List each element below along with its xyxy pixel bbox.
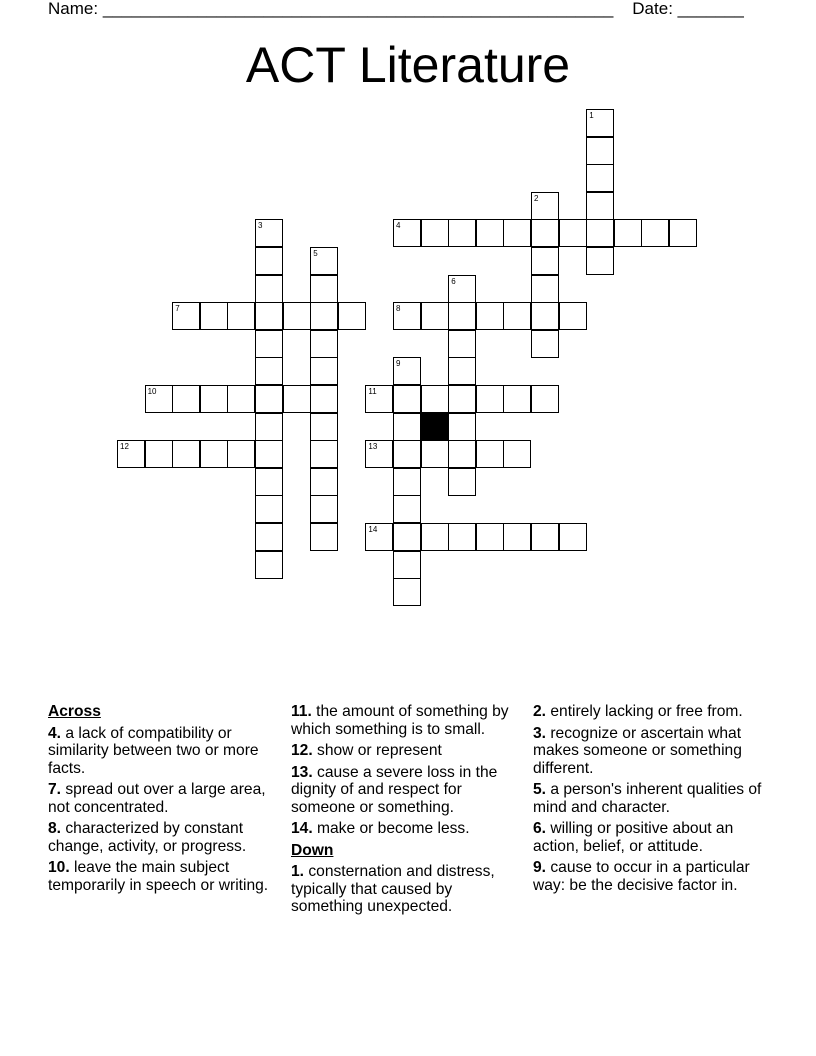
clue-item-text: entirely lacking or free from. [546, 703, 743, 720]
grid-cell[interactable] [393, 440, 421, 468]
grid-cell[interactable] [559, 219, 587, 247]
grid-cell[interactable] [365, 440, 393, 468]
clue-item-text: spread out over a large area, not concentrated. [48, 781, 266, 816]
grid-cell[interactable] [641, 219, 669, 247]
grid-cell[interactable] [448, 330, 476, 358]
grid-cell[interactable] [421, 523, 449, 551]
clue-item-number: 10. [48, 859, 70, 876]
clue-item [533, 703, 765, 721]
clue-item [48, 820, 278, 855]
grid-cell[interactable] [283, 385, 311, 413]
across-heading: Across [48, 703, 101, 720]
grid-cell[interactable] [255, 275, 283, 303]
grid-cell[interactable] [448, 413, 476, 441]
grid-cell[interactable] [476, 219, 504, 247]
grid-cell[interactable] [476, 440, 504, 468]
grid-cell[interactable] [310, 275, 338, 303]
grid-cell[interactable] [255, 468, 283, 496]
clue-item-number: 3. [533, 724, 547, 742]
clue-item [533, 781, 765, 816]
grid-cell[interactable] [145, 440, 173, 468]
grid-cell[interactable] [255, 302, 283, 330]
grid-cell[interactable] [586, 219, 614, 247]
clue-number: 12 [120, 442, 129, 452]
grid-cell[interactable] [145, 385, 173, 413]
clue-number: 7 [175, 304, 180, 314]
grid-cell[interactable] [586, 137, 614, 165]
clue-item [48, 859, 278, 894]
grid-cell[interactable] [421, 440, 449, 468]
grid-cell[interactable] [531, 247, 559, 275]
grid-cell[interactable] [669, 219, 697, 247]
grid-cell[interactable] [448, 275, 476, 303]
clue-number: 4 [396, 221, 401, 231]
clue-item-number: 11. [291, 703, 312, 720]
grid-cell[interactable] [421, 385, 449, 413]
grid-cell[interactable] [393, 357, 421, 385]
grid-cell[interactable] [310, 302, 338, 330]
grid-cell[interactable] [200, 302, 228, 330]
grid-cell[interactable] [448, 385, 476, 413]
grid-cell[interactable] [393, 578, 421, 606]
grid-cell[interactable] [172, 440, 200, 468]
clue-number: 11 [368, 387, 377, 396]
clue-item-text: the amount of something by which something is to small. [291, 703, 509, 738]
grid-cell[interactable] [310, 468, 338, 496]
grid-cell[interactable] [448, 219, 476, 247]
clue-item [533, 820, 765, 855]
grid-cell[interactable] [531, 330, 559, 358]
grid-cell[interactable] [421, 219, 449, 247]
clue-number: 2 [534, 193, 539, 203]
clue-number: 3 [258, 221, 263, 231]
clue-item [291, 742, 527, 760]
clue-item-text: leave the main subject temporarily in speech or writing. [48, 859, 269, 894]
grid-cell[interactable] [531, 219, 559, 247]
clue-item [291, 703, 527, 738]
grid-cell[interactable] [255, 440, 283, 468]
grid-cell[interactable] [310, 523, 338, 551]
grid-block-cell [421, 413, 449, 441]
grid-cell[interactable] [310, 413, 338, 441]
name-line[interactable]: ______________________________________________________ [102, 0, 614, 18]
clue-number: 13 [368, 442, 378, 452]
grid-cell[interactable] [310, 247, 338, 275]
clue-item-text: willing or positive about an action, belief, or attitude. [533, 820, 734, 855]
grid-cell[interactable] [200, 440, 228, 468]
clue-item-number: 8. [48, 820, 62, 837]
clue-number: 9 [396, 359, 401, 369]
grid-cell[interactable] [503, 302, 531, 330]
clue-column-2 [291, 703, 527, 920]
clue-item-number: 5. [533, 781, 547, 798]
grid-cell[interactable] [365, 523, 393, 551]
grid-cell[interactable] [559, 302, 587, 330]
clue-item [48, 725, 278, 778]
grid-cell[interactable] [393, 551, 421, 579]
grid-cell[interactable] [310, 330, 338, 358]
grid-cell[interactable] [255, 385, 283, 413]
grid-cell[interactable] [393, 302, 421, 330]
page-title: ACT Literature [245, 37, 571, 93]
grid-cell[interactable] [531, 275, 559, 303]
grid-cell[interactable] [255, 413, 283, 441]
clue-item-number: 12. [291, 742, 313, 759]
grid-cell[interactable] [448, 468, 476, 496]
grid-cell[interactable] [531, 192, 559, 220]
clue-number: 6 [451, 276, 456, 286]
clue-item [48, 781, 278, 816]
grid-cell[interactable] [503, 523, 531, 551]
grid-cell[interactable] [310, 357, 338, 385]
grid-cell[interactable] [310, 385, 338, 413]
grid-cell[interactable] [448, 302, 476, 330]
clue-item-text: cause to occur in a particular way: be the decisive factor in. [533, 859, 750, 894]
grid-cell[interactable] [448, 523, 476, 551]
grid-cell[interactable] [586, 109, 614, 137]
clue-column-1 [48, 703, 278, 898]
clue-number: 1 [589, 111, 594, 120]
clue-item-number: 7. [48, 781, 62, 798]
grid-cell[interactable] [172, 302, 200, 330]
grid-cell[interactable] [393, 468, 421, 496]
grid-cell[interactable] [255, 495, 283, 523]
date-label: Date: [632, 0, 673, 18]
grid-cell[interactable] [227, 385, 255, 413]
clue-item-text: a person's inherent qualities of mind and character. [533, 781, 762, 816]
grid-cell[interactable] [586, 192, 614, 220]
grid-cell[interactable] [255, 357, 283, 385]
grid-cell[interactable] [283, 302, 311, 330]
clue-item-number: 1. [291, 863, 305, 880]
clue-number: 5 [313, 249, 318, 258]
clue-item-number: 14. [291, 820, 313, 837]
grid-cell[interactable] [503, 440, 531, 468]
grid-cell[interactable] [448, 440, 476, 468]
clue-number: 10 [147, 387, 157, 396]
clue-item-number: 13. [291, 763, 313, 781]
clue-item-text: a lack of compatibility or similarity between two or more facts. [48, 724, 259, 777]
grid-cell[interactable] [117, 440, 145, 468]
grid-cell[interactable] [614, 219, 642, 247]
clue-item [291, 820, 527, 838]
date-line[interactable]: _______ [677, 0, 744, 18]
grid-cell[interactable] [393, 219, 421, 247]
grid-cell[interactable] [255, 219, 283, 247]
grid-cell[interactable] [393, 523, 421, 551]
grid-cell[interactable] [476, 385, 504, 413]
grid-cell[interactable] [476, 302, 504, 330]
clue-item-number: 6. [533, 820, 547, 837]
grid-cell[interactable] [393, 495, 421, 523]
clue-item [533, 859, 765, 894]
clue-item [291, 764, 527, 817]
grid-cell[interactable] [393, 413, 421, 441]
grid-cell[interactable] [338, 302, 366, 330]
grid-cell[interactable] [559, 523, 587, 551]
name-label: Name: [48, 0, 99, 18]
clue-item-text: characterized by constant change, activity, or progress. [48, 820, 247, 855]
grid-cell[interactable] [255, 330, 283, 358]
grid-cell[interactable] [365, 385, 393, 413]
clue-item-text: recognize or ascertain what makes someone or something different. [533, 724, 742, 777]
grid-cell[interactable] [531, 302, 559, 330]
grid-cell[interactable] [503, 219, 531, 247]
grid-cell[interactable] [310, 440, 338, 468]
clue-number: 14 [368, 525, 378, 534]
clue-item [533, 725, 765, 778]
down-heading: Down [291, 841, 334, 859]
grid-cell[interactable] [227, 440, 255, 468]
clue-item-text: cause a severe loss in the dignity of and respect for someone or something. [291, 763, 498, 816]
grid-cell[interactable] [255, 247, 283, 275]
grid-cell[interactable] [255, 551, 283, 579]
clue-item-text: consternation and distress, typically that caused by something unexpected. [291, 863, 495, 915]
grid-cell[interactable] [200, 385, 228, 413]
clue-item-number: 9. [533, 859, 547, 876]
grid-cell[interactable] [255, 523, 283, 551]
clue-item [291, 863, 527, 916]
grid-cell[interactable] [476, 523, 504, 551]
grid-cell[interactable] [531, 385, 559, 413]
clue-item-number: 2. [533, 703, 547, 720]
clue-item-text: make or become less. [312, 820, 470, 837]
grid-cell[interactable] [586, 164, 614, 192]
grid-cell[interactable] [421, 302, 449, 330]
grid-cell[interactable] [310, 495, 338, 523]
grid-cell[interactable] [393, 385, 421, 413]
clue-number: 8 [396, 304, 401, 314]
grid-cell[interactable] [227, 302, 255, 330]
clue-item-text: show or represent [312, 742, 442, 759]
grid-cell[interactable] [531, 523, 559, 551]
clue-item-number: 4. [48, 724, 62, 742]
clue-column-3 [533, 703, 765, 898]
grid-cell[interactable] [503, 385, 531, 413]
grid-cell[interactable] [586, 247, 614, 275]
grid-cell[interactable] [448, 357, 476, 385]
grid-cell[interactable] [172, 385, 200, 413]
